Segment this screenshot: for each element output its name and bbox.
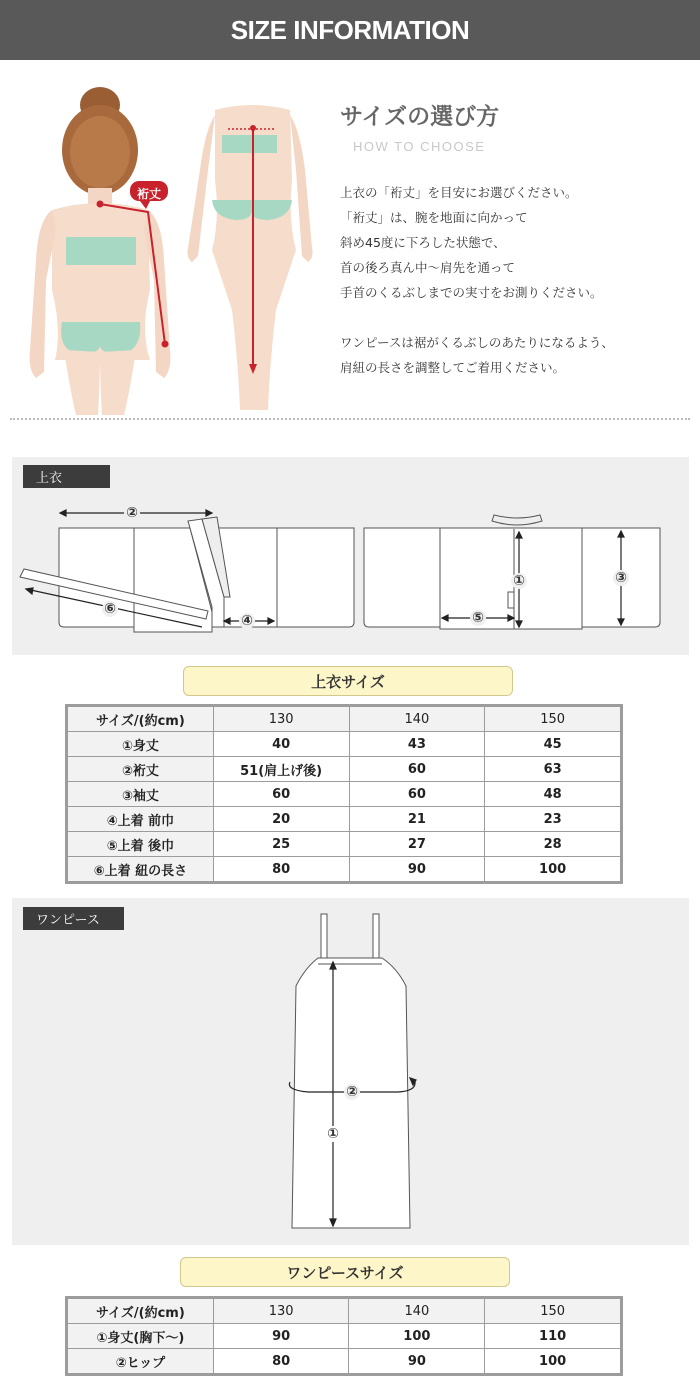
table-cell: 100: [349, 1324, 485, 1349]
column-header: 130: [213, 1299, 349, 1324]
top-size-title: [183, 666, 513, 696]
table-header-row: [68, 1299, 621, 1324]
table-cell: 48: [485, 782, 621, 807]
table-cell: 63: [485, 757, 621, 782]
marker-2: ②: [126, 505, 138, 521]
table-row: [68, 757, 621, 782]
dress-size-title-text: ワンピースサイズ: [286, 1263, 404, 1282]
guide-line: 肩紐の長さを調整してご着用ください。: [340, 360, 566, 375]
table-cell: 100: [485, 1349, 621, 1374]
table-cell: 100: [485, 857, 621, 882]
top-size-title-text: 上衣サイズ: [311, 672, 385, 691]
table-row: [68, 857, 621, 882]
guide-line: ワンピースは裾がくるぶしのあたりになるよう、: [340, 335, 614, 350]
marker-6: ⑥: [104, 601, 116, 617]
table-row: [68, 732, 621, 757]
marker-1: ①: [513, 573, 525, 589]
row-label: ②ヒップ: [68, 1349, 214, 1374]
guide-line: 首の後ろ真ん中〜肩先を通って: [340, 260, 516, 275]
marker-3: ③: [615, 570, 627, 586]
page-banner: [0, 0, 700, 60]
marker-5: ⑤: [472, 610, 484, 626]
row-label: ③袖丈: [68, 782, 214, 807]
banner-title: SIZE INFORMATION: [230, 14, 470, 45]
table-header-row: [68, 707, 621, 732]
yukitake-label-badge: 裄丈: [136, 186, 161, 201]
table-cell: 110: [485, 1324, 621, 1349]
table-cell: 21: [349, 807, 485, 832]
table-cell: 80: [213, 1349, 349, 1374]
guide-line: 上衣の「裄丈」を目安にお選びください。: [340, 185, 578, 200]
table-row: [68, 1324, 621, 1349]
dress-panel: [12, 898, 689, 1245]
table-cell: 40: [213, 732, 349, 757]
column-header: 140: [349, 1299, 485, 1324]
table-cell: 60: [349, 757, 485, 782]
row-label: ①身丈: [68, 732, 214, 757]
dress-diagram: [12, 898, 689, 1245]
top-garment-diagram: [12, 457, 689, 655]
table-cell: 60: [349, 782, 485, 807]
table-cell: 60: [213, 782, 349, 807]
column-header: 140: [349, 707, 485, 732]
table-cell: 90: [349, 857, 485, 882]
guide-line: 斜め45度に下ろした状態で、: [340, 235, 506, 250]
row-label: ⑤上着 後巾: [68, 832, 214, 857]
table-cell: 90: [349, 1349, 485, 1374]
table-cell: 20: [213, 807, 349, 832]
dress-size-title: [180, 1257, 510, 1287]
top-garment-tag: 上衣: [23, 465, 110, 488]
column-header: サイズ/(約cm): [68, 1299, 214, 1324]
choose-subtitle: HOW TO CHOOSE: [353, 139, 486, 154]
column-header: 150: [485, 707, 621, 732]
guide-line: 「裄丈」は、腕を地面に向かって: [340, 210, 528, 225]
column-header: 130: [213, 707, 349, 732]
choose-title: サイズの選び方: [340, 104, 500, 130]
dress-marker-1: ①: [327, 1126, 339, 1142]
guide-line: 手首のくるぶしまでの実寸をお測りください。: [340, 285, 603, 300]
section-divider: [10, 418, 690, 420]
dress-size-table: [67, 1298, 621, 1374]
front-view-figure: [188, 105, 313, 410]
column-header: サイズ/(約cm): [68, 707, 214, 732]
table-cell: 80: [213, 857, 349, 882]
dress-tag: ワンピース: [23, 907, 124, 930]
top-garment-panel: [12, 457, 689, 655]
table-cell: 27: [349, 832, 485, 857]
table-row: [68, 782, 621, 807]
table-cell: 45: [485, 732, 621, 757]
table-row: [68, 1349, 621, 1374]
table-cell: 23: [485, 807, 621, 832]
table-row: [68, 807, 621, 832]
back-view-figure: [30, 87, 171, 415]
dress-marker-2: ②: [346, 1084, 358, 1100]
table-cell: 90: [213, 1324, 349, 1349]
table-cell: 28: [485, 832, 621, 857]
column-header: 150: [485, 1299, 621, 1324]
table-cell: 51(肩上げ後): [213, 757, 349, 782]
table-row: [68, 832, 621, 857]
row-label: ④上着 前巾: [68, 807, 214, 832]
guide-text: [340, 180, 695, 380]
row-label: ⑥上着 紐の長さ: [68, 857, 214, 882]
top-size-table: [67, 706, 621, 882]
table-cell: 25: [213, 832, 349, 857]
marker-4: ④: [241, 613, 253, 629]
table-cell: 43: [349, 732, 485, 757]
body-figure-illustration: [0, 60, 330, 415]
row-label: ①身丈(胸下〜): [68, 1324, 214, 1349]
row-label: ②裄丈: [68, 757, 214, 782]
